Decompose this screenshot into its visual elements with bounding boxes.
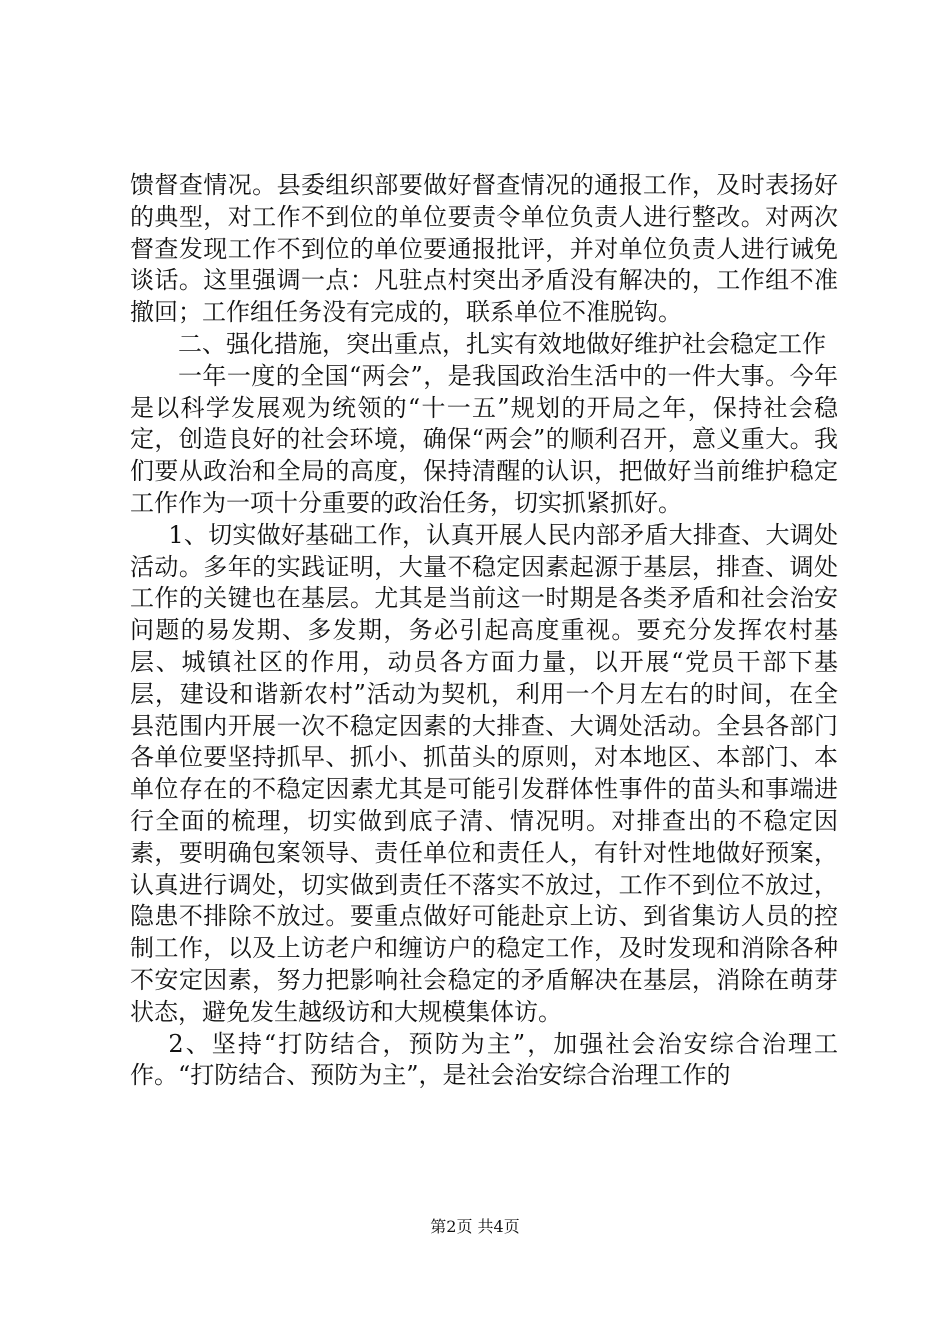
paragraph-item-1: 1、切实做好基础工作，认真开展人民内部矛盾大排查、大调处活动。多年的实践证明，大量不稳定因素起源于基层，排查、调处工作的关键也在基层。尤其是当前这一时期是各类矛盾和社会治安问题的易发期、多发期，务必引起高度重视。要充分发挥农村基层、城镇社区的作用，动员各方面力量，以开展“党员干部下基层，建设和谐新农村”活动为契机，利用一个月左右的时间，在全县范围内开展一次不稳定因素的大排查、大调处活动。全县各部门各单位要坚持抓早、抓小、抓苗头的原则，对本地区、本部门、本单位存在的不稳定因素尤其是可能引发群体性事件的苗头和事端进行全面的梳理，切实做到底子清、情况明。对排查出的不稳定因素，要明确包案领导、责任单位和责任人，有针对性地做好预案，认真进行调处，切实做到责任不落实不放过，工作不到位不放过，隐患不排除不放过。要重点做好可能赴京上访、到省集访人员的控制工作，以及上访老户和缠访户的稳定工作，及时发现和消除各种不安定因素，努力把影响社会稳定的矛盾解决在基层，消除在萌芽状态，避免发生越级访和大规模集体访。 [130, 520, 838, 1026]
paragraph: 一年一度的全国“两会”，是我国政治生活中的一件大事。今年是以科学发展观为统领的“十一五”规划的开局之年，保持社会稳定，创造良好的社会环境，确保“两会”的顺利召开，意义重大。我们要从政治和全局的高度，保持清醒的认识，把做好当前维护稳定工作作为一项十分重要的政治任务，切实抓紧抓好。 [130, 361, 838, 517]
paragraph-item-2: 2、坚持“打防结合，预防为主”，加强社会治安综合治理工作。“打防结合、预防为主”，是社会治安综合治理工作的 [130, 1029, 838, 1090]
document-body [130, 170, 838, 1092]
page-footer: 第2页 共4页 [430, 1217, 520, 1236]
paragraph-continuation: 馈督查情况。县委组织部要做好督查情况的通报工作，及时表扬好的典型，对工作不到位的单位要责令单位负责人进行整改。对两次督查发现工作不到位的单位要通报批评，并对单位负责人进行诫免谈话。这里强调一点：凡驻点村突出矛盾没有解决的，工作组不准撤回；工作组任务没有完成的，联系单位不准脱钩。 [130, 171, 838, 327]
section-heading: 二、强化措施，突出重点，扎实有效地做好维护社会稳定工作 [178, 329, 826, 358]
